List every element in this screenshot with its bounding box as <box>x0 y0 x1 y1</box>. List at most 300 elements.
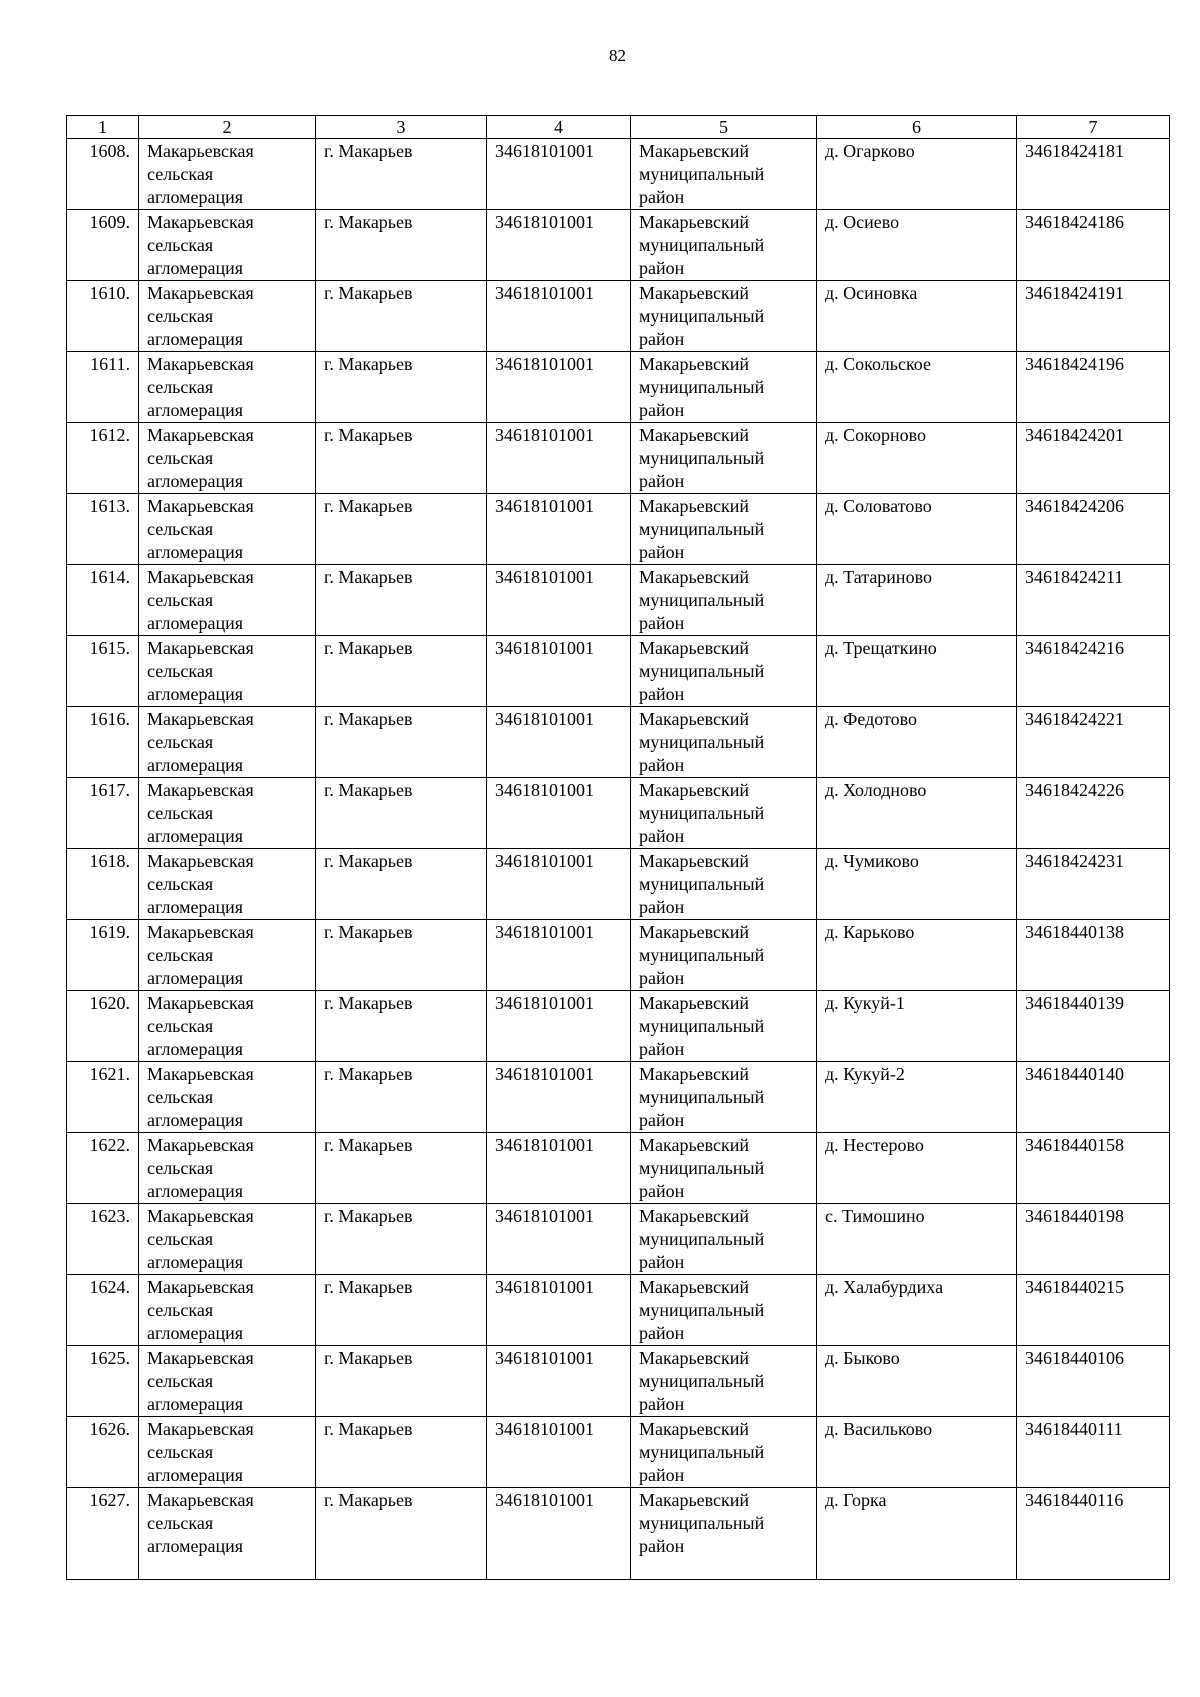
district-cell <box>631 707 817 778</box>
table-row <box>67 991 1170 1062</box>
settlement-code: 34618440111 <box>1025 1419 1123 1439</box>
center-code-cell <box>487 1346 631 1417</box>
center-cell <box>316 1204 487 1275</box>
settlement-code: 34618440140 <box>1025 1064 1124 1084</box>
settlement-name: д. Васильково <box>825 1419 933 1439</box>
center-code-cell <box>487 494 631 565</box>
row-number-cell <box>67 636 139 707</box>
settlement-code-cell <box>1017 991 1170 1062</box>
table-row <box>67 920 1170 991</box>
center-name: г. Макарьев <box>324 141 413 161</box>
district-line: район <box>639 613 685 633</box>
center-code-cell <box>487 1417 631 1488</box>
settlement-code-cell <box>1017 565 1170 636</box>
agglomeration-cell <box>139 1133 316 1204</box>
settlement-cell <box>817 920 1017 991</box>
settlement-name: д. Горка <box>825 1490 887 1510</box>
settlement-code-cell <box>1017 1346 1170 1417</box>
agglomeration-cell <box>139 1204 316 1275</box>
row-number: 1624. <box>89 1277 130 1297</box>
settlement-code-cell <box>1017 210 1170 281</box>
center-code-cell <box>487 778 631 849</box>
center-code-cell <box>487 423 631 494</box>
settlement-code: 34618440158 <box>1025 1135 1124 1155</box>
row-number-cell <box>67 920 139 991</box>
district-line: район <box>639 755 685 775</box>
row-number-cell <box>67 281 139 352</box>
agglomeration-line: сельская <box>147 377 214 397</box>
row-number: 1616. <box>89 709 130 729</box>
table-row <box>67 139 1170 210</box>
district-line: муниципальный <box>639 661 765 681</box>
settlement-code: 34618424226 <box>1025 780 1124 800</box>
settlement-cell <box>817 139 1017 210</box>
center-code: 34618101001 <box>495 993 594 1013</box>
center-cell <box>316 1275 487 1346</box>
district-line: муниципальный <box>639 1158 765 1178</box>
table-row <box>67 1133 1170 1204</box>
row-number-cell <box>67 1062 139 1133</box>
district-cell <box>631 636 817 707</box>
center-name: г. Макарьев <box>324 425 413 445</box>
row-number-cell <box>67 849 139 920</box>
agglomeration-line: Макарьевская <box>147 496 254 516</box>
district-cell <box>631 1275 817 1346</box>
agglomeration-line: Макарьевская <box>147 851 254 871</box>
center-name: г. Макарьев <box>324 1419 413 1439</box>
agglomeration-cell <box>139 1417 316 1488</box>
row-number: 1612. <box>89 425 130 445</box>
agglomeration-line: агломерация <box>147 1465 244 1485</box>
agglomeration-cell <box>139 778 316 849</box>
agglomeration-line: Макарьевская <box>147 1419 254 1439</box>
center-code: 34618101001 <box>495 354 594 374</box>
agglomeration-cell <box>139 849 316 920</box>
center-code: 34618101001 <box>495 141 594 161</box>
row-number: 1627. <box>89 1490 130 1510</box>
row-number: 1611. <box>90 354 130 374</box>
agglomeration-cell <box>139 423 316 494</box>
center-code: 34618101001 <box>495 1135 594 1155</box>
center-name: г. Макарьев <box>324 1206 413 1226</box>
settlement-code: 34618440139 <box>1025 993 1124 1013</box>
settlement-code-cell <box>1017 423 1170 494</box>
agglomeration-line: Макарьевская <box>147 354 254 374</box>
center-cell <box>316 1133 487 1204</box>
column-header: 2 <box>139 116 316 139</box>
settlement-cell <box>817 707 1017 778</box>
agglomeration-line: сельская <box>147 164 214 184</box>
settlement-name: д. Федотово <box>825 709 918 729</box>
agglomeration-line: агломерация <box>147 1181 244 1201</box>
column-header: 6 <box>817 116 1017 139</box>
center-code: 34618101001 <box>495 638 594 658</box>
row-number: 1609. <box>89 212 130 232</box>
row-number-cell <box>67 1133 139 1204</box>
settlement-code: 34618440106 <box>1025 1348 1124 1368</box>
district-line: Макарьевский <box>639 425 750 445</box>
district-line: Макарьевский <box>639 851 750 871</box>
district-line: Макарьевский <box>639 1135 750 1155</box>
district-line: район <box>639 1252 685 1272</box>
center-code: 34618101001 <box>495 851 594 871</box>
row-number-cell <box>67 494 139 565</box>
center-code-cell <box>487 1062 631 1133</box>
page-number: 82 <box>609 46 626 65</box>
column-header: 7 <box>1017 116 1170 139</box>
district-line: район <box>639 187 685 207</box>
agglomeration-line: сельская <box>147 945 214 965</box>
agglomeration-line: Макарьевская <box>147 922 254 942</box>
district-line: район <box>639 968 685 988</box>
settlement-cell <box>817 494 1017 565</box>
center-code-cell <box>487 210 631 281</box>
agglomeration-line: Макарьевская <box>147 993 254 1013</box>
district-line: район <box>639 1394 685 1414</box>
column-header: 1 <box>67 116 139 139</box>
settlement-code-cell <box>1017 1488 1170 1580</box>
agglomeration-line: сельская <box>147 732 214 752</box>
agglomeration-line: Макарьевская <box>147 141 254 161</box>
district-cell <box>631 1133 817 1204</box>
center-cell <box>316 1417 487 1488</box>
center-cell <box>316 778 487 849</box>
center-code-cell <box>487 352 631 423</box>
center-code-cell <box>487 849 631 920</box>
agglomeration-line: сельская <box>147 1300 214 1320</box>
row-number-cell <box>67 565 139 636</box>
district-line: муниципальный <box>639 1442 765 1462</box>
district-line: район <box>639 684 685 704</box>
district-cell <box>631 1488 817 1580</box>
center-code: 34618101001 <box>495 425 594 445</box>
settlement-code: 34618424216 <box>1025 638 1124 658</box>
agglomeration-line: сельская <box>147 306 214 326</box>
agglomeration-line: сельская <box>147 1158 214 1178</box>
district-cell <box>631 778 817 849</box>
district-line: муниципальный <box>639 1513 765 1533</box>
center-code-cell <box>487 991 631 1062</box>
agglomeration-cell <box>139 139 316 210</box>
column-header: 3 <box>316 116 487 139</box>
center-name: г. Макарьев <box>324 638 413 658</box>
center-code-cell <box>487 707 631 778</box>
agglomeration-line: сельская <box>147 874 214 894</box>
agglomeration-line: сельская <box>147 1087 214 1107</box>
agglomeration-cell <box>139 210 316 281</box>
row-number-cell <box>67 1275 139 1346</box>
agglomeration-line: сельская <box>147 590 214 610</box>
table-row <box>67 849 1170 920</box>
settlement-code-cell <box>1017 1133 1170 1204</box>
row-number-cell <box>67 352 139 423</box>
row-number-cell <box>67 210 139 281</box>
agglomeration-line: Макарьевская <box>147 1490 254 1510</box>
center-name: г. Макарьев <box>324 354 413 374</box>
district-cell <box>631 352 817 423</box>
district-line: район <box>639 329 685 349</box>
district-line: район <box>639 1181 685 1201</box>
district-line: район <box>639 258 685 278</box>
center-code: 34618101001 <box>495 496 594 516</box>
agglomeration-line: Макарьевская <box>147 1064 254 1084</box>
center-code: 34618101001 <box>495 922 594 942</box>
agglomeration-line: сельская <box>147 1016 214 1036</box>
center-code-cell <box>487 139 631 210</box>
settlement-code-cell <box>1017 281 1170 352</box>
center-code-cell <box>487 565 631 636</box>
settlement-code-cell <box>1017 778 1170 849</box>
agglomeration-line: Макарьевская <box>147 638 254 658</box>
agglomeration-line: агломерация <box>147 542 244 562</box>
row-number: 1617. <box>89 780 130 800</box>
settlement-name: д. Быково <box>825 1348 900 1368</box>
settlement-cell <box>817 1133 1017 1204</box>
district-cell <box>631 281 817 352</box>
center-code: 34618101001 <box>495 709 594 729</box>
center-name: г. Макарьев <box>324 496 413 516</box>
district-cell <box>631 849 817 920</box>
center-name: г. Макарьев <box>324 851 413 871</box>
agglomeration-line: Макарьевская <box>147 212 254 232</box>
row-number: 1622. <box>89 1135 130 1155</box>
agglomeration-cell <box>139 565 316 636</box>
agglomeration-line: агломерация <box>147 968 244 988</box>
agglomeration-line: агломерация <box>147 755 244 775</box>
district-cell <box>631 1346 817 1417</box>
settlement-code: 34618424221 <box>1025 709 1124 729</box>
agglomeration-line: сельская <box>147 519 214 539</box>
settlement-name: д. Сокольское <box>825 354 931 374</box>
agglomeration-cell <box>139 636 316 707</box>
district-line: муниципальный <box>639 448 765 468</box>
district-line: муниципальный <box>639 1229 765 1249</box>
district-line: муниципальный <box>639 164 765 184</box>
district-line: муниципальный <box>639 235 765 255</box>
agglomeration-line: агломерация <box>147 826 244 846</box>
table-row <box>67 1062 1170 1133</box>
agglomeration-line: агломерация <box>147 613 244 633</box>
agglomeration-line: сельская <box>147 235 214 255</box>
settlement-cell <box>817 352 1017 423</box>
agglomeration-cell <box>139 352 316 423</box>
center-name: г. Макарьев <box>324 283 413 303</box>
center-cell <box>316 1346 487 1417</box>
district-line: Макарьевский <box>639 1348 750 1368</box>
district-line: муниципальный <box>639 377 765 397</box>
district-line: муниципальный <box>639 306 765 326</box>
agglomeration-cell <box>139 281 316 352</box>
row-number-cell <box>67 707 139 778</box>
district-line: район <box>639 897 685 917</box>
district-line: Макарьевский <box>639 354 750 374</box>
table-row <box>67 1417 1170 1488</box>
row-number-cell <box>67 778 139 849</box>
settlements-table <box>66 115 1170 1580</box>
row-number: 1619. <box>89 922 130 942</box>
table-row <box>67 494 1170 565</box>
district-line: муниципальный <box>639 519 765 539</box>
settlement-name: д. Кукуй-1 <box>825 993 905 1013</box>
row-number-cell <box>67 991 139 1062</box>
row-number: 1626. <box>89 1419 130 1439</box>
center-name: г. Макарьев <box>324 1348 413 1368</box>
settlement-code-cell <box>1017 849 1170 920</box>
table-row <box>67 636 1170 707</box>
row-number-cell <box>67 1346 139 1417</box>
center-name: г. Макарьев <box>324 1277 413 1297</box>
center-name: г. Макарьев <box>324 1135 413 1155</box>
table-row <box>67 352 1170 423</box>
table-row <box>67 1346 1170 1417</box>
center-cell <box>316 920 487 991</box>
settlement-name: д. Трещаткино <box>825 638 937 658</box>
district-line: муниципальный <box>639 1087 765 1107</box>
agglomeration-line: агломерация <box>147 1110 244 1130</box>
settlement-code-cell <box>1017 636 1170 707</box>
district-line: район <box>639 826 685 846</box>
center-code-cell <box>487 1275 631 1346</box>
district-line: муниципальный <box>639 1016 765 1036</box>
center-cell <box>316 1488 487 1580</box>
district-line: Макарьевский <box>639 780 750 800</box>
settlement-code: 34618440138 <box>1025 922 1124 942</box>
settlement-code-cell <box>1017 139 1170 210</box>
settlement-code-cell <box>1017 920 1170 991</box>
district-cell <box>631 139 817 210</box>
agglomeration-line: агломерация <box>147 187 244 207</box>
district-line: район <box>639 400 685 420</box>
settlement-name: д. Карьково <box>825 922 915 942</box>
center-code: 34618101001 <box>495 283 594 303</box>
district-cell <box>631 423 817 494</box>
settlement-name: д. Осиево <box>825 212 900 232</box>
row-number: 1625. <box>89 1348 130 1368</box>
agglomeration-line: сельская <box>147 1229 214 1249</box>
district-cell <box>631 920 817 991</box>
agglomeration-line: сельская <box>147 448 214 468</box>
center-name: г. Макарьев <box>324 212 413 232</box>
settlement-code: 34618440198 <box>1025 1206 1124 1226</box>
agglomeration-line: сельская <box>147 803 214 823</box>
row-number-cell <box>67 139 139 210</box>
district-line: район <box>639 1110 685 1130</box>
center-code: 34618101001 <box>495 1064 594 1084</box>
center-code: 34618101001 <box>495 1348 594 1368</box>
agglomeration-cell <box>139 494 316 565</box>
district-cell <box>631 565 817 636</box>
center-code-cell <box>487 281 631 352</box>
settlement-name: д. Соловатово <box>825 496 932 516</box>
district-line: Макарьевский <box>639 1064 750 1084</box>
center-code: 34618101001 <box>495 1277 594 1297</box>
table-body <box>67 139 1170 1580</box>
settlement-name: д. Татариново <box>825 567 932 587</box>
settlement-code: 34618440215 <box>1025 1277 1124 1297</box>
row-number-cell <box>67 1417 139 1488</box>
center-code: 34618101001 <box>495 780 594 800</box>
settlement-code-cell <box>1017 1275 1170 1346</box>
settlement-code: 34618424231 <box>1025 851 1124 871</box>
settlement-code: 34618424181 <box>1025 141 1124 161</box>
district-line: Макарьевский <box>639 922 750 942</box>
table-row <box>67 1204 1170 1275</box>
settlement-cell <box>817 1275 1017 1346</box>
settlement-code-cell <box>1017 707 1170 778</box>
settlement-cell <box>817 1062 1017 1133</box>
agglomeration-line: сельская <box>147 1442 214 1462</box>
row-number: 1620. <box>89 993 130 1013</box>
row-number-cell <box>67 1488 139 1580</box>
settlement-code-cell <box>1017 1204 1170 1275</box>
center-cell <box>316 494 487 565</box>
center-code: 34618101001 <box>495 1206 594 1226</box>
district-cell <box>631 494 817 565</box>
center-name: г. Макарьев <box>324 1064 413 1084</box>
table-row <box>67 1488 1170 1580</box>
district-line: Макарьевский <box>639 141 750 161</box>
district-line: Макарьевский <box>639 709 750 729</box>
settlement-cell <box>817 1204 1017 1275</box>
district-cell <box>631 1204 817 1275</box>
agglomeration-line: Макарьевская <box>147 1348 254 1368</box>
settlement-name: д. Сокорново <box>825 425 927 445</box>
center-code-cell <box>487 1488 631 1580</box>
agglomeration-line: Макарьевская <box>147 1277 254 1297</box>
table-row <box>67 778 1170 849</box>
center-code: 34618101001 <box>495 1490 594 1510</box>
district-line: Макарьевский <box>639 993 750 1013</box>
agglomeration-cell <box>139 1346 316 1417</box>
district-line: Макарьевский <box>639 567 750 587</box>
settlement-cell <box>817 423 1017 494</box>
row-number-cell <box>67 1204 139 1275</box>
settlement-code: 34618424206 <box>1025 496 1124 516</box>
settlement-code: 34618424186 <box>1025 212 1124 232</box>
agglomeration-line: сельская <box>147 1513 214 1533</box>
agglomeration-line: Макарьевская <box>147 709 254 729</box>
settlement-code: 34618424211 <box>1025 567 1124 587</box>
row-number: 1623. <box>89 1206 130 1226</box>
center-code-cell <box>487 636 631 707</box>
center-cell <box>316 210 487 281</box>
settlement-code: 34618424201 <box>1025 425 1124 445</box>
agglomeration-cell <box>139 1275 316 1346</box>
agglomeration-line: Макарьевская <box>147 283 254 303</box>
agglomeration-line: сельская <box>147 661 214 681</box>
agglomeration-line: агломерация <box>147 1039 244 1059</box>
settlement-code-cell <box>1017 494 1170 565</box>
center-cell <box>316 991 487 1062</box>
center-cell <box>316 707 487 778</box>
settlement-cell <box>817 1488 1017 1580</box>
district-line: Макарьевский <box>639 283 750 303</box>
agglomeration-cell <box>139 920 316 991</box>
row-number: 1614. <box>89 567 130 587</box>
center-code: 34618101001 <box>495 1419 594 1439</box>
center-cell <box>316 281 487 352</box>
district-line: район <box>639 1536 685 1556</box>
settlement-name: д. Огарково <box>825 141 915 161</box>
settlement-code: 34618440116 <box>1025 1490 1124 1510</box>
district-line: муниципальный <box>639 874 765 894</box>
settlement-cell <box>817 1417 1017 1488</box>
center-cell <box>316 1062 487 1133</box>
settlement-name: д. Кукуй-2 <box>825 1064 905 1084</box>
center-name: г. Макарьев <box>324 922 413 942</box>
settlement-name: д. Халабурдиха <box>825 1277 944 1297</box>
column-header: 5 <box>631 116 817 139</box>
